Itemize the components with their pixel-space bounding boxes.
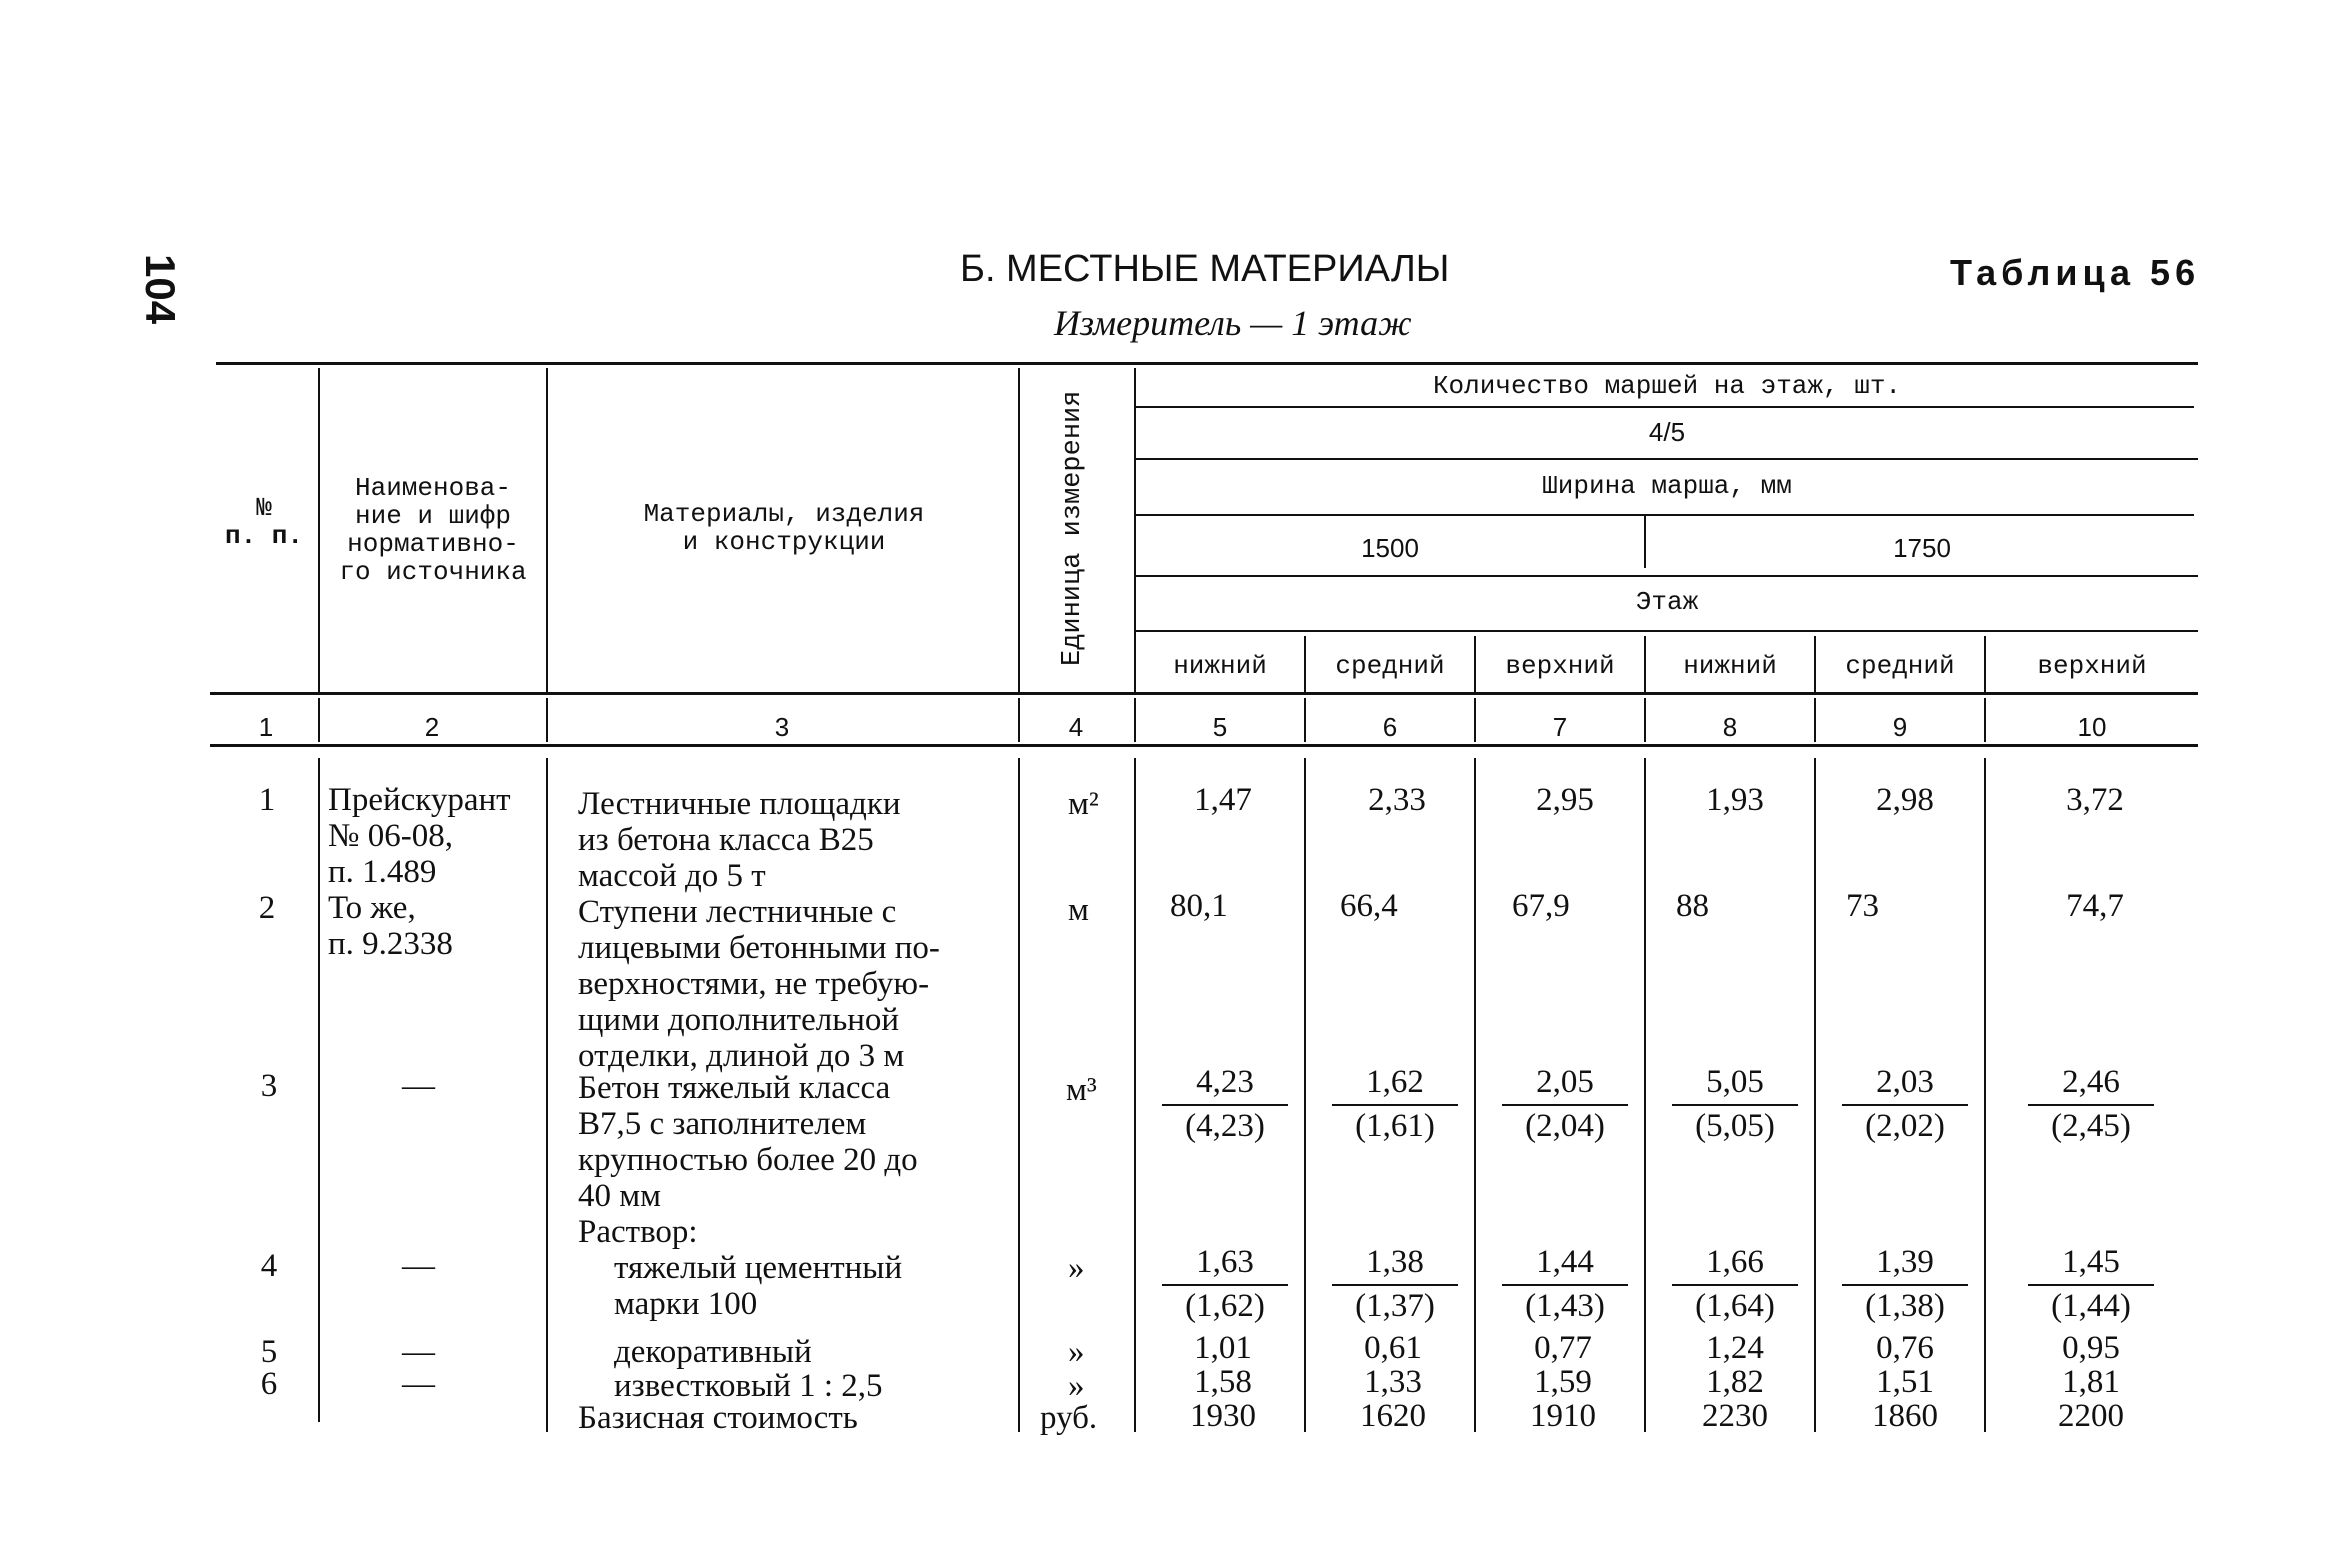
unit-cell: » [1068,1334,1085,1370]
col-number: 4 [1068,712,1084,742]
header-floor-lower-1500: нижний [1173,651,1267,681]
col-number: 3 [774,712,790,742]
unit-cell: м³ [1066,1072,1097,1108]
header-width-1750: 1750 [1893,533,1951,563]
col-number: 2 [424,712,440,742]
source-cell: То же, п. 9.2338 [328,890,453,962]
source-cell: — [402,1248,435,1284]
unit-cell: м² [1068,786,1099,822]
header-floor-middle-1500: средний [1335,651,1445,681]
header-number: № п. п. [224,493,303,551]
material-group-label: Раствор: [578,1214,698,1250]
header-group-top: Количество маршей на этаж, шт. [1432,371,1902,401]
source-cell: Прейскурант № 06-08, п. 1.489 [328,782,511,890]
unit-cell: » [1068,1250,1085,1286]
section-title: Б. МЕСТНЫЕ МАТЕРИАЛЫ [960,248,1450,290]
col-number: 1 [258,712,274,742]
header-materials: Материалы, изделия и конструкции [643,499,925,557]
unit-cell: м [1068,892,1089,928]
material-cell: тяжелый цементный марки 100 [614,1250,903,1322]
header-group-width: Ширина марша, мм [1542,471,1792,501]
unit-cell: руб. [1040,1400,1098,1436]
header-floor-upper-1500: верхний [1505,651,1615,681]
header-floor: Этаж [1635,587,1699,617]
header-floor-middle-1750: средний [1845,651,1955,681]
col-number: 7 [1552,712,1568,742]
material-cell: Ступени лестничные с лицевыми бетонными по- верхностями, не требую- щими дополнительной отделки, длиной до 3 м [578,894,940,1074]
header-unit: Единица измерения [1058,390,1088,666]
material-cell: известковый 1 : 2,5 [614,1368,883,1404]
header-width-1500: 1500 [1361,533,1419,563]
material-cell: декоративный [614,1334,812,1370]
header-source: Наименова- ние и шифр нормативно- го источника [339,473,527,587]
source-cell: — [402,1366,435,1402]
header-group-count: 4/5 [1648,417,1686,447]
source-cell: — [402,1068,435,1104]
source-cell: — [402,1334,435,1370]
table-title: Таблица 56 [1950,252,2201,293]
col-number: 6 [1382,712,1398,742]
page-number: 104 [137,254,184,325]
header-floor-upper-1750: верхний [2037,651,2147,681]
col-number: 10 [2077,712,2107,742]
unit-cell: » [1068,1368,1085,1404]
material-cell: Лестничные площадки из бетона класса В25 массой до 5 т [578,786,901,894]
col-number: 9 [1892,712,1908,742]
measure-caption: Измеритель — 1 этаж [1054,303,1412,343]
material-cell: Бетон тяжелый класса В7,5 с заполнителем крупностью более 20 до 40 мм [578,1070,918,1214]
material-cell: Базисная стоимость [578,1400,858,1436]
col-number: 5 [1212,712,1228,742]
col-number: 8 [1722,712,1738,742]
header-floor-lower-1750: нижний [1683,651,1777,681]
